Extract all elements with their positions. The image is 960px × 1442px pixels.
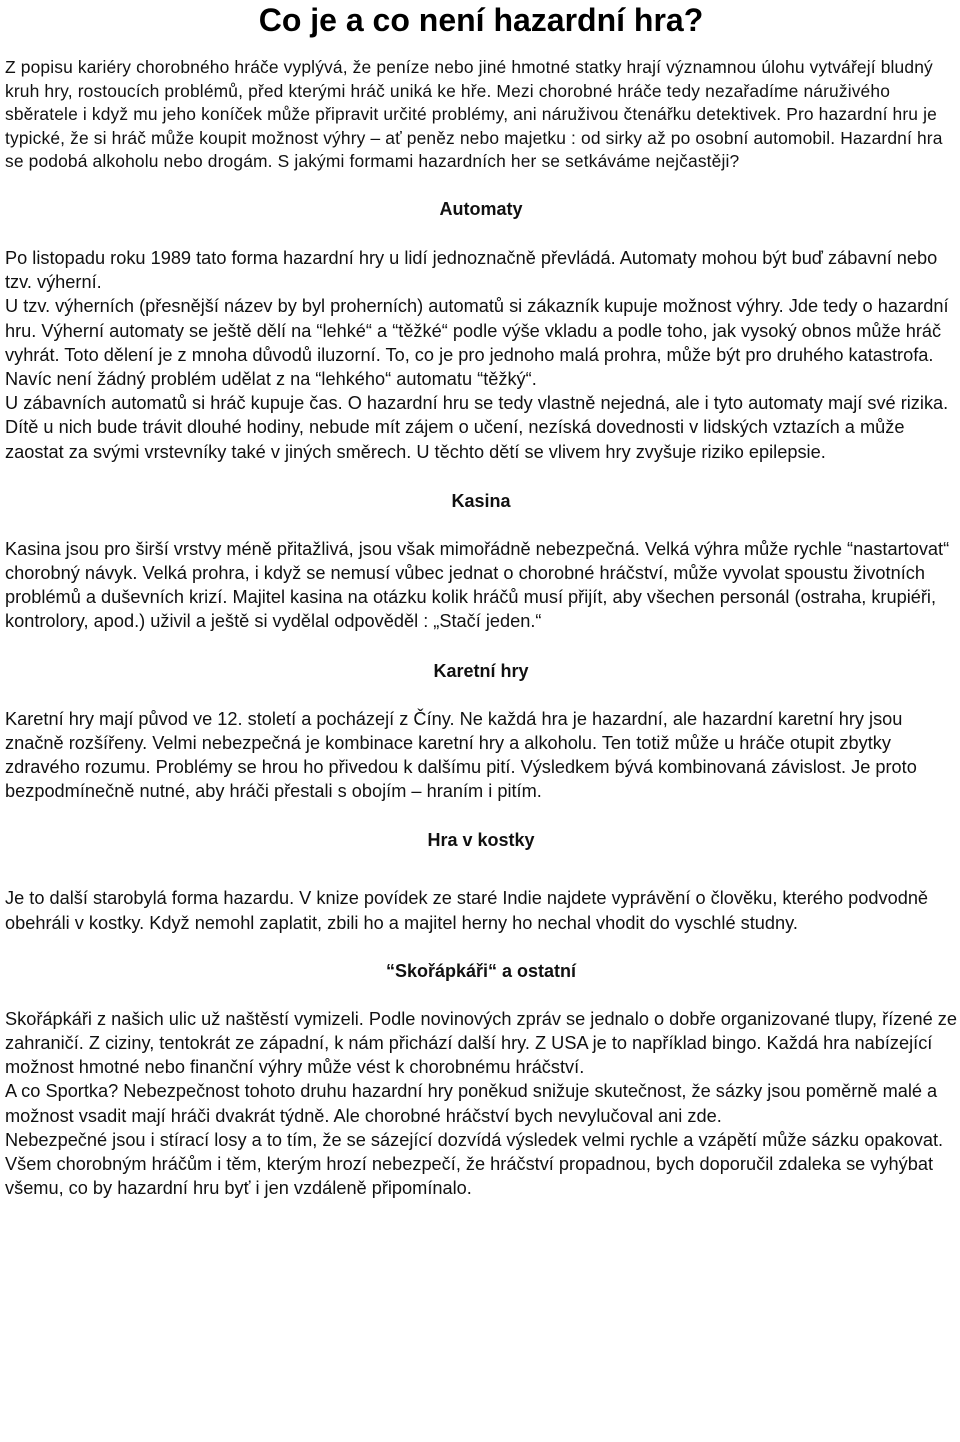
paragraph: U zábavních automatů si hráč kupuje čas. O hazardní hru se tedy vlastně nejedná, ale i tyto automaty mají své rizika. Dítě u nich bude trávit dlouhé hodiny, nebude mít zájem o učení, nezíská dovednosti v lidských vztazích a může zaostat za svými vrstevníky také v jiných směrech. U těchto dětí se vlivem hry zvyšuje riziko epilepsie. bbox=[5, 393, 949, 462]
section-body-hra-v-kostky bbox=[5, 886, 957, 934]
paragraph: Je to další starobylá forma hazardu. V knize povídek ze staré Indie najdete vyprávění o člověku, kterého podvodně obehráli v kostky. Když nemohl zaplatit, zbili ho a majitel herny ho nechal vhodit do vyschlé studny. bbox=[5, 888, 929, 933]
section-body-skorapkari bbox=[5, 1007, 957, 1201]
paragraph: Nebezpečné jsou i stírací losy a to tím, že se sázející dozvídá výsledek velmi rychle a vzápětí může sázku opakovat. bbox=[5, 1129, 944, 1150]
intro-paragraph: Z popisu kariéry chorobného hráče vyplývá, že peníze nebo jiné hmotné statky hrají významnou úlohu vytvářejí bludný kruh hry, rostoucích problémů, před kterými hráč uniká ke hře. Mezi chorobné hráče tedy nezařadíme náruživého sběratele i když mu jeho koníček může připravit určité problémy, ani náruživou čtenářku detektivek. Pro hazardní hru je typické, že si hráč může koupit možnost výhry – ať peněz nebo majetku : od sirky až po osobní automobil. Hazardní hra se podobá alkoholu nebo drogám. S jakými formami hazardních her se setkáváme nejčastěji? bbox=[5, 57, 943, 172]
paragraph: Kasina jsou pro širší vrstvy méně přitažlivá, jsou však mimořádně nebezpečná. Velká výhra může rychle “nastartovat“ chorobný návyk. Velká prohra, i když se nemusí vůbec jednat o chorobné hráčství, může vyvolat spoustu životních problémů a duševních krizí. Majitel kasina na otázku kolik hráčů musí přijít, aby všechen personál (ostraha, krupiéři, kontrolory, apod.) uživil a ještě si vydělal odpověděl : „Stačí jeden.“ bbox=[5, 538, 950, 632]
section-title-skorapkari: “Skořápkáři“ a ostatní bbox=[385, 960, 577, 981]
section-title-automaty: Automaty bbox=[439, 198, 523, 219]
section-body-automaty bbox=[5, 246, 957, 464]
paragraph: Karetní hry mají původ ve 12. století a pocházejí z Číny. Ne každá hra je hazardní, ale hazardní karetní hry jsou značně rozšířeny. Velmi nebezpečná je kombinace karetní hry a alkoholu. Ten totiž může u hráče otupit zbytky zdravého rozumu. Problémy se hrou ho přivedou k dalšímu pití. Výsledkem bývá kombinovaná závislost. Je proto bezpodmínečně nutné, aby hráči přestali s obojím – hraním i pitím. bbox=[5, 708, 917, 802]
paragraph: U tzv. výherních (přesnější název by byl proherních) automatů si zákazník kupuje možnost výhry. Jde tedy o hazardní hru. Výherní automaty se ještě dělí na “lehké“ a “těžké“ podle výše vkladu a podle toho, jak vysoký obnos může hráč vyhrát. Toto dělení je z mnoha důvodů iluzorní. To, co je pro jednoho malá prohra, může být pro druhého katastrofa. Navíc není žádný problém udělat z na “lehkého“ automatu “těžký“. bbox=[5, 296, 949, 389]
paragraph: Skořápkáři z našich ulic už naštěstí vymizeli. Podle novinových zpráv se jednalo o dobře organizované tlupy, řízené ze zahraničí. Z ciziny, tentokrát ze západní, k nám přichází další hry. Z USA je to například bingo. Každá hra nabízející možnost hmotné nebo finanční výhry může vést k chorobnému hráčství. bbox=[5, 1008, 957, 1078]
page-title: Co je a co není hazardní hra? bbox=[258, 2, 704, 38]
section-body-karetni-hry bbox=[5, 707, 957, 804]
section-body-kasina bbox=[5, 537, 957, 634]
paragraph: Všem chorobným hráčům i těm, kterým hrozí nebezpečí, že hráčství propadnou, bych doporučil zdaleka se vyhýbat všemu, co by hazardní hru byť i jen vzdáleně připomínalo. bbox=[5, 1154, 934, 1199]
section-title-kasina: Kasina bbox=[451, 490, 511, 511]
document-page bbox=[5, 0, 957, 1200]
paragraph: A co Sportka? Nebezpečnost tohoto druhu hazardní hry poněkud snižuje skutečnost, že sázky jsou poměrně malé a možnost vsadit mají hráči dvakrát týdně. Ale chorobné hráčství bych nevylučoval ani zde. bbox=[5, 1081, 938, 1126]
section-title-hra-v-kostky: Hra v kostky bbox=[427, 830, 535, 851]
paragraph: Po listopadu roku 1989 tato forma hazardní hry u lidí jednoznačně převládá. Automaty mohou být buď zábavní nebo tzv. výherní. bbox=[5, 247, 938, 293]
section-title-karetni-hry: Karetní hry bbox=[433, 660, 529, 681]
